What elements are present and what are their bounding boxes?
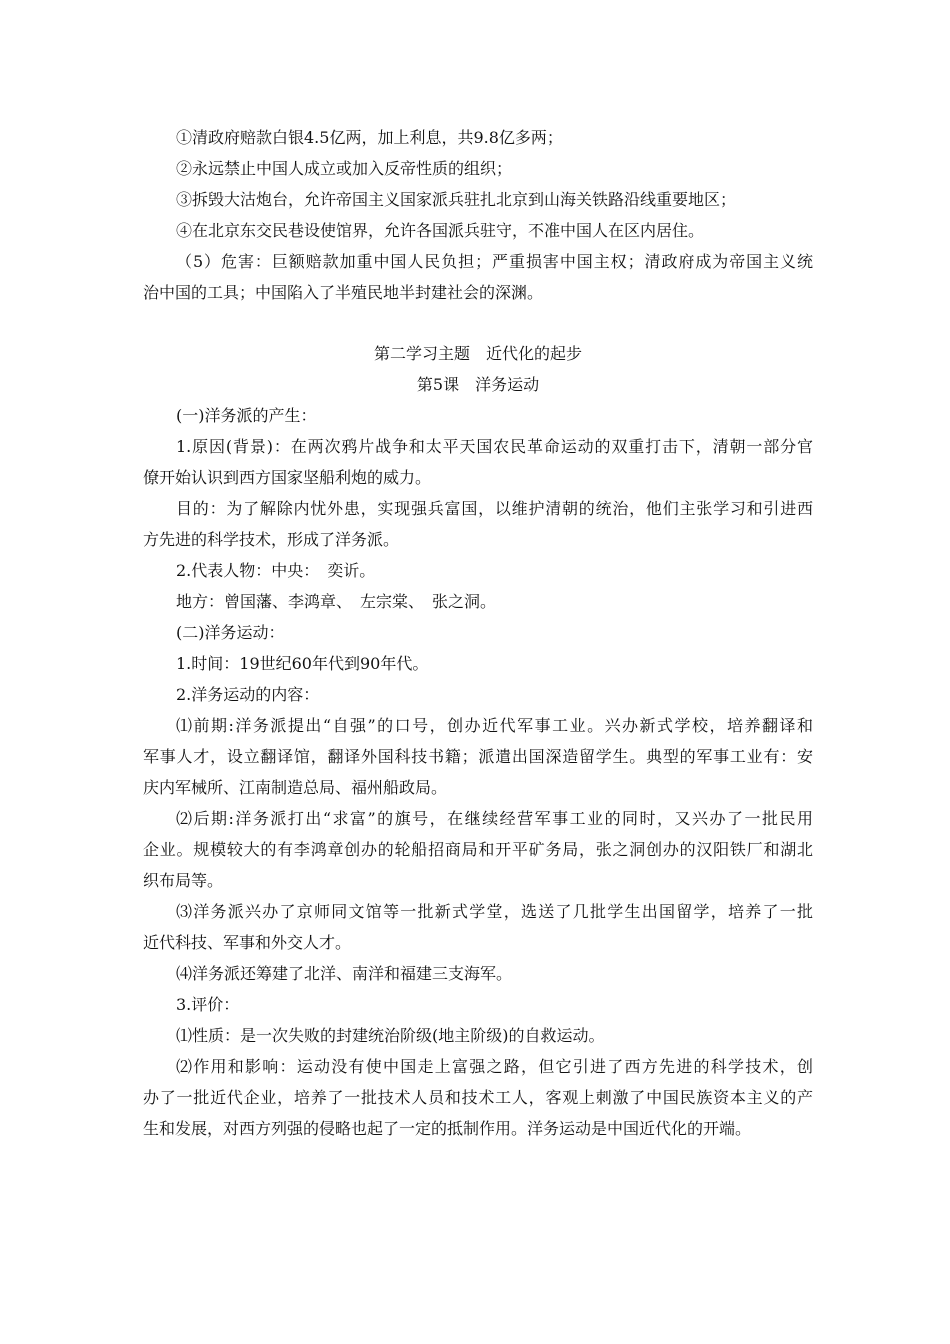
- navy-line: ⑷洋务派还筹建了北洋、南洋和福建三支海军。: [176, 964, 513, 983]
- impact-line-2: 办了一批近代企业，培养了一批技术人员和技术工人，客观上刺激了中国民族资本主义的产: [143, 1088, 813, 1107]
- document-body: [143, 122, 813, 1144]
- early-phase-line-1: ⑴前期:洋务派提出“自强”的口号，创办近代军事工业。兴办新式学校，培养翻译和: [176, 716, 813, 735]
- nature-line: ⑴性质：是一次失败的封建统治阶级(地主阶级)的自救运动。: [176, 1026, 605, 1045]
- impact-line-3: 生和发展，对西方列强的侵略也起了一定的抵制作用。洋务运动是中国近代化的开端。: [143, 1119, 752, 1138]
- treaty-term-2: ②永远禁止中国人成立或加入反帝性质的组织；: [176, 159, 513, 178]
- late-phase-line-1: ⑵后期:洋务派打出“求富”的旗号，在继续经营军事工业的同时，又兴办了一批民用: [176, 809, 813, 828]
- harm-paragraph-line-2: 治中国的工具；中国陷入了半殖民地半封建社会的深渊。: [143, 283, 544, 302]
- content-heading: 2.洋务运动的内容：: [176, 685, 320, 704]
- impact-line-1: ⑵作用和影响：运动没有使中国走上富强之路，但它引进了西方先进的科学技术，创: [176, 1057, 813, 1076]
- schools-line-2: 近代科技、军事和外交人才。: [143, 933, 352, 952]
- section-heading-2: (二)洋务运动：: [176, 623, 285, 642]
- early-phase-line-3: 庆内军械所、江南制造总局、福州船政局。: [143, 778, 448, 797]
- purpose-line-2: 方先进的科学技术，形成了洋务派。: [143, 530, 400, 549]
- treaty-term-1: ①清政府赔款白银4.5亿两，加上利息，共9.8亿多两；: [176, 128, 563, 147]
- lesson-title: 第5课 洋务运动: [416, 375, 540, 394]
- evaluation-heading: 3.评价：: [176, 995, 240, 1014]
- time-line: 1.时间：19世纪60年代到90年代。: [176, 654, 429, 673]
- late-phase-line-2: 企业。规模较大的有李鸿章创办的轮船招商局和开平矿务局，张之洞创办的汉阳铁厂和湖北: [143, 840, 813, 859]
- harm-paragraph-line-1: （5）危害：巨额赔款加重中国人民负担；严重损害中国主权；清政府成为帝国主义统: [176, 252, 813, 271]
- section-heading-1: (一)洋务派的产生：: [176, 406, 317, 425]
- section-spacer: [143, 308, 813, 338]
- schools-line-1: ⑶洋务派兴办了京师同文馆等一批新式学堂，选送了几批学生出国留学，培养了一批: [176, 902, 813, 921]
- treaty-term-4: ④在北京东交民巷设使馆界，允许各国派兵驻守，不准中国人在区内居住。: [176, 221, 705, 240]
- cause-line-1: 1.原因(背景)：在两次鸦片战争和太平天国农民革命运动的双重打击下，清朝一部分官: [176, 437, 813, 456]
- treaty-term-3: ③拆毁大沽炮台，允许帝国主义国家派兵驻扎北京到山海关铁路沿线重要地区；: [176, 190, 737, 209]
- representatives-central: 2.代表人物：中央： 奕䜣。: [176, 561, 376, 580]
- cause-line-2: 僚开始认识到西方国家坚船利炮的威力。: [143, 468, 432, 487]
- unit-title: 第二学习主题 近代化的起步: [373, 344, 582, 363]
- early-phase-line-2: 军事人才，设立翻译馆，翻译外国科技书籍；派遣出国深造留学生。典型的军事工业有：安: [143, 747, 813, 766]
- representatives-local: 地方：曾国藩、李鸿章、 左宗棠、 张之洞。: [176, 592, 497, 611]
- purpose-line-1: 目的：为了解除内忧外患，实现强兵富国，以维护清朝的统治，他们主张学习和引进西: [176, 499, 813, 518]
- late-phase-line-3: 织布局等。: [143, 871, 224, 890]
